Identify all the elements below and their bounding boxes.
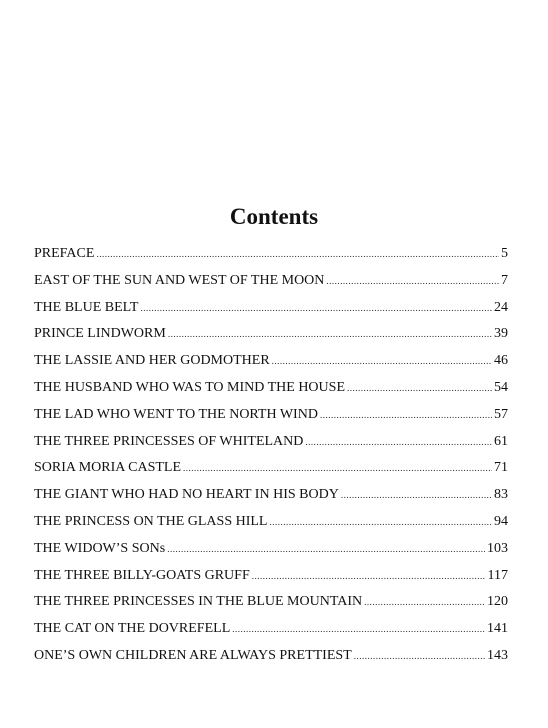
toc-entry-title: THE THREE PRINCESSES IN THE BLUE MOUNTAIN bbox=[34, 594, 363, 610]
toc-entry[interactable] bbox=[34, 567, 508, 594]
toc-entry[interactable] bbox=[34, 459, 508, 486]
toc-dot-leader bbox=[364, 593, 485, 611]
toc-entry-page-number: 7 bbox=[501, 272, 508, 288]
toc-dot-leader bbox=[183, 459, 492, 477]
toc-entry-title: ONE’S OWN CHILDREN ARE ALWAYS PRETTIEST bbox=[34, 647, 352, 663]
toc-entry[interactable] bbox=[34, 379, 508, 406]
toc-entry-page-number: 83 bbox=[494, 487, 508, 503]
toc-dot-leader bbox=[140, 299, 492, 317]
toc-entry-page-number: 117 bbox=[487, 567, 508, 583]
toc-entry[interactable] bbox=[34, 245, 508, 272]
toc-entry-page-number: 71 bbox=[494, 460, 508, 476]
toc-entry-title: THE CAT ON THE DOVREFELL bbox=[34, 621, 231, 637]
toc-entry-title: THE THREE PRINCESSES OF WHITELAND bbox=[34, 433, 304, 449]
toc-entry[interactable] bbox=[34, 406, 508, 433]
toc-entry[interactable] bbox=[34, 299, 508, 326]
toc-entry-title: THE PRINCESS ON THE GLASS HILL bbox=[34, 513, 268, 529]
toc-entry-page-number: 5 bbox=[501, 246, 508, 261]
toc-entry-title: SORIA MORIA CASTLE bbox=[34, 460, 182, 476]
toc-dot-leader bbox=[305, 433, 492, 451]
contents-heading: Contents bbox=[229, 204, 319, 229]
toc-entry-page-number: 54 bbox=[494, 379, 508, 395]
toc-dot-leader bbox=[272, 352, 492, 370]
toc-entry-page-number: 120 bbox=[487, 594, 508, 610]
toc-entry-title: PREFACE bbox=[34, 246, 95, 261]
toc-entry-title: THE LAD WHO WENT TO THE NORTH WIND bbox=[34, 406, 318, 422]
toc-dot-leader bbox=[269, 513, 492, 531]
toc-entry-title: THE BLUE BELT bbox=[34, 299, 139, 315]
toc-entry-page-number: 103 bbox=[487, 540, 508, 556]
toc-entry[interactable] bbox=[34, 352, 508, 379]
toc-entry-page-number: 94 bbox=[494, 513, 508, 529]
toc-entry-page-number: 24 bbox=[494, 299, 508, 315]
toc-entry-page-number: 39 bbox=[494, 326, 508, 342]
toc-dot-leader bbox=[347, 379, 492, 397]
toc-entry-title: THE HUSBAND WHO WAS TO MIND THE HOUSE bbox=[34, 379, 345, 395]
toc-entry-title: EAST OF THE SUN AND WEST OF THE MOON bbox=[34, 272, 325, 288]
toc-dot-leader bbox=[96, 245, 499, 263]
toc-entry[interactable] bbox=[34, 513, 508, 540]
toc-dot-leader bbox=[232, 620, 485, 638]
toc-entry-page-number: 46 bbox=[494, 353, 508, 369]
toc-entry-title: THE WIDOW’S SONs bbox=[34, 540, 166, 556]
toc-entry-page-number: 141 bbox=[487, 621, 508, 637]
table-of-contents bbox=[34, 245, 508, 674]
toc-entry[interactable] bbox=[34, 486, 508, 513]
toc-entry-title: THE GIANT WHO HAD NO HEART IN HIS BODY bbox=[34, 487, 339, 503]
toc-dot-leader bbox=[354, 647, 485, 665]
toc-entry-title: THE LASSIE AND HER GODMOTHER bbox=[34, 353, 270, 369]
toc-entry[interactable] bbox=[34, 272, 508, 299]
toc-entry[interactable] bbox=[34, 433, 508, 460]
toc-entry-title: PRINCE LINDWORM bbox=[34, 326, 166, 342]
toc-dot-leader bbox=[341, 486, 492, 504]
toc-dot-leader bbox=[326, 272, 499, 290]
toc-dot-leader bbox=[168, 325, 492, 343]
toc-entry[interactable] bbox=[34, 593, 508, 620]
toc-entry[interactable] bbox=[34, 325, 508, 352]
toc-dot-leader bbox=[320, 406, 492, 424]
toc-entry-page-number: 61 bbox=[494, 433, 508, 449]
toc-entry[interactable] bbox=[34, 647, 508, 674]
toc-dot-leader bbox=[252, 567, 486, 585]
toc-entry[interactable] bbox=[34, 540, 508, 567]
toc-entry-title: THE THREE BILLY-GOATS GRUFF bbox=[34, 567, 250, 583]
toc-entry-page-number: 143 bbox=[487, 647, 508, 663]
toc-entry[interactable] bbox=[34, 620, 508, 647]
toc-entry-page-number: 57 bbox=[494, 406, 508, 422]
toc-dot-leader bbox=[167, 540, 485, 558]
